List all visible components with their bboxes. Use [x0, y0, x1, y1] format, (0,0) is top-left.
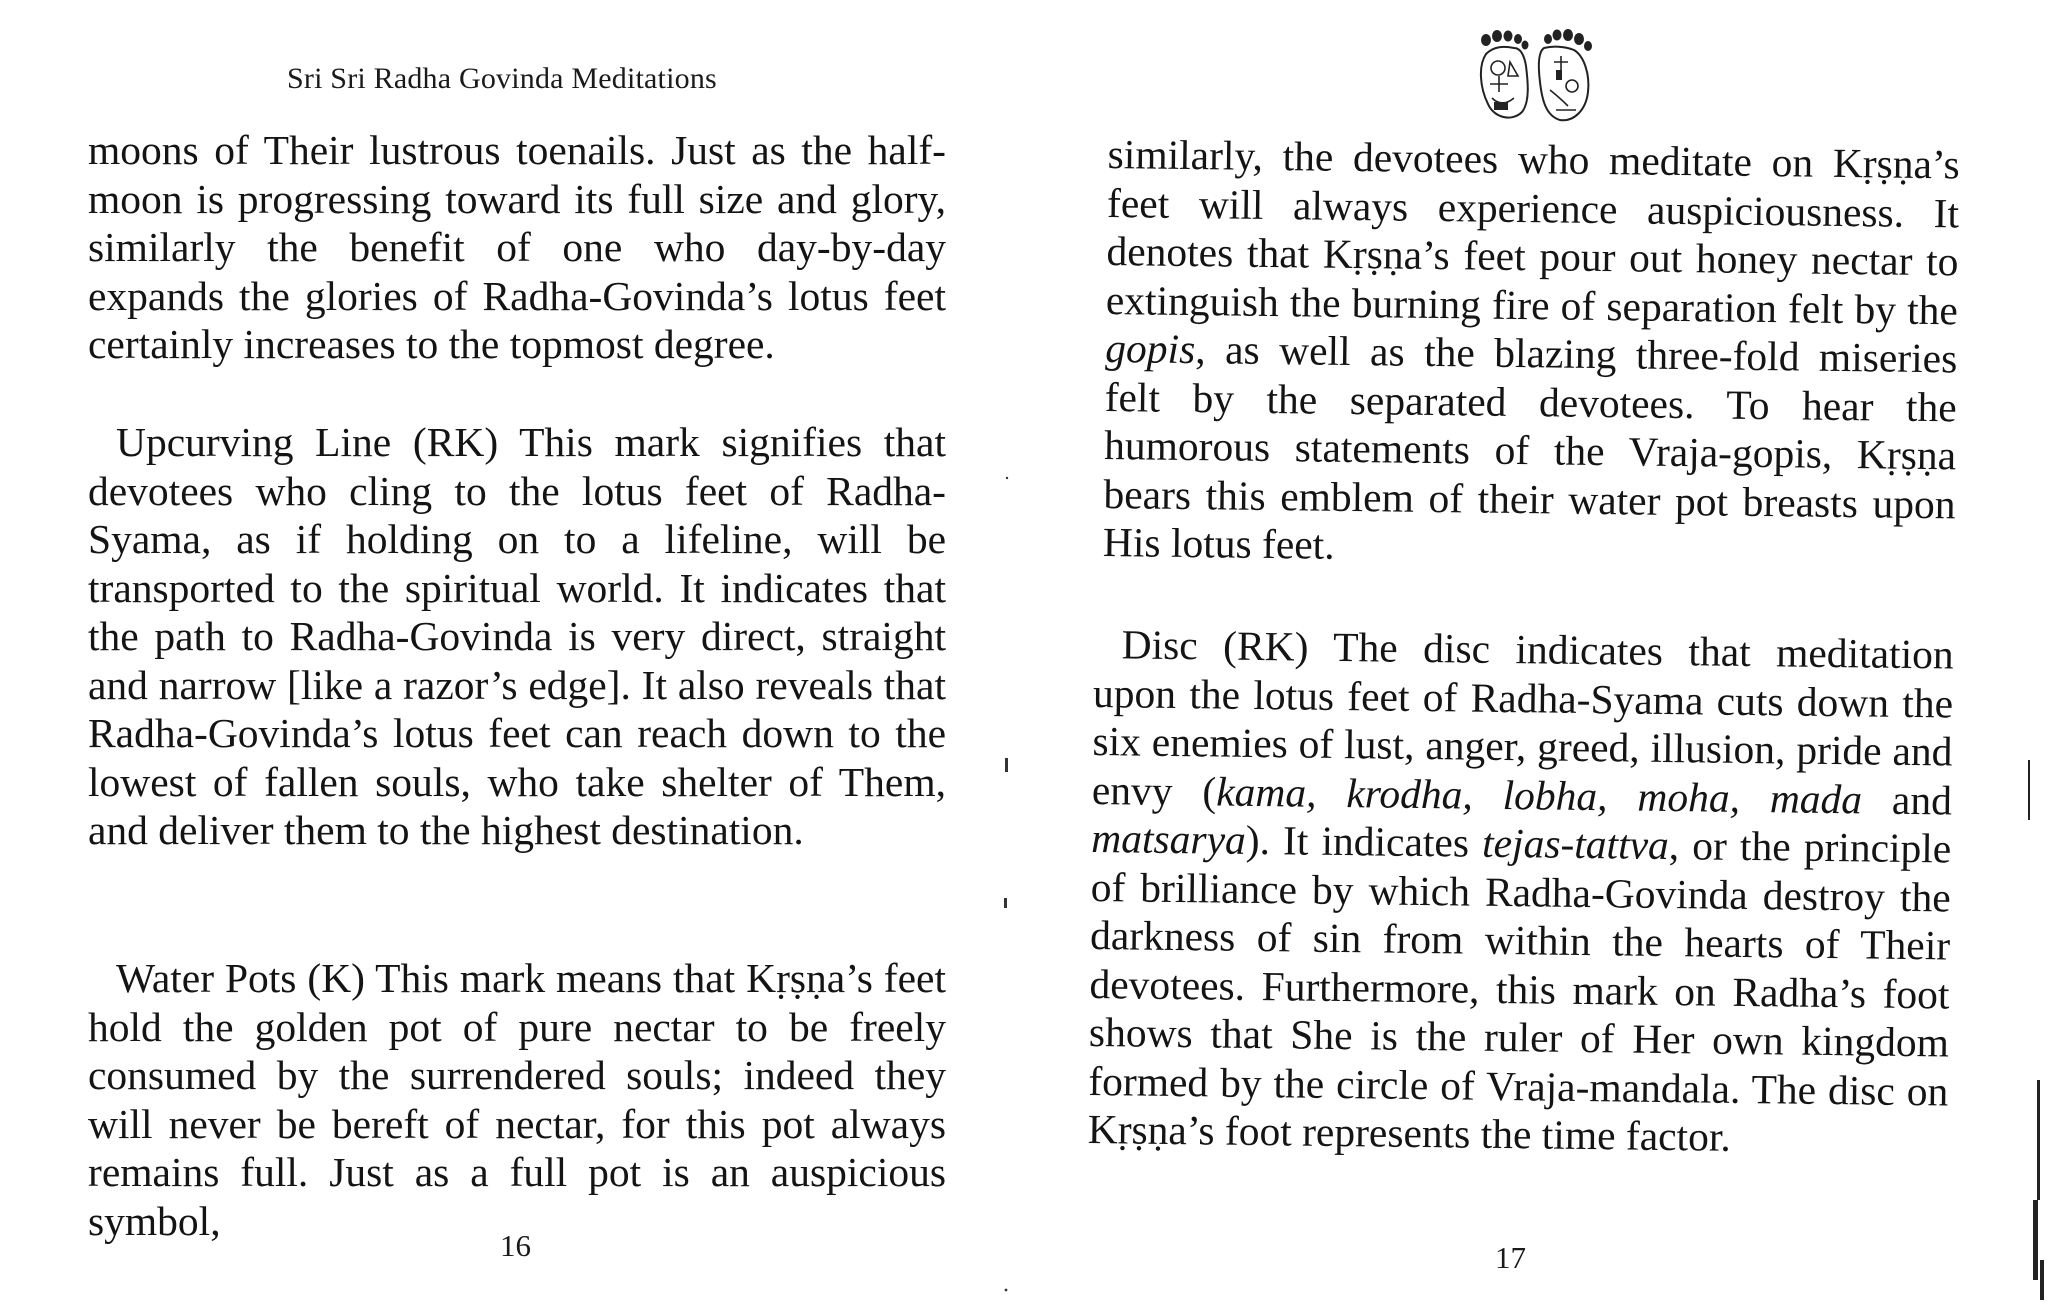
- running-head: Sri Sri Radha Govinda Meditations: [287, 62, 717, 95]
- right-paragraph-2-italic-matsarya: matsarya: [1091, 814, 1247, 863]
- right-paragraph-2: [1087, 620, 1953, 1164]
- right-paragraph-2-part-4: , or the principle of brilliance by which Radha-Govinda destroy the darkness of sin from within the hearts of Their devotees. Furthermore, this mark on Radha’s foot shows that She is the ruler of Her own kingdom formed by the circle of Vraja-mandala. The disc on Kṛṣṇa’s foot represents the time factor.: [1087, 822, 1952, 1160]
- left-paragraph-1: moons of Their lustrous toenails. Just as the half-moon is progressing toward its full size and glory, similarly the benefit of one who day-by-day expands the glories of Radha-Govinda’s lotus feet certainly increases to the topmost degree.: [88, 127, 946, 367]
- right-paragraph-2-part-3: ). It indicates: [1245, 816, 1483, 866]
- right-paragraph-2-italic-tejas-tattva: tejas-tattva: [1481, 819, 1670, 869]
- right-paragraph-1-part-1: similarly, the devotees who meditate on Kṛṣṇa’s feet will always experience auspiciousness. It denotes that Kṛṣṇa’s feet pour out honey nectar to extinguish the burning fire of separation felt by the: [1105, 130, 1960, 333]
- right-paragraph-1: [1103, 130, 1960, 577]
- page-number-17: 17: [1495, 1240, 1526, 1275]
- left-paragraph-3: Water Pots (K) This mark means that Kṛṣṇa’s feet hold the golden pot of pure nectar to be freely consumed by the surrendered souls; indeed they will never be bereft of nectar, for this pot always remains full. Just as a full pot is an auspicious symbol,: [88, 955, 946, 1244]
- left-paragraph-2: Upcurving Line (RK) This mark signifies that devotees who cling to the lotus feet of Radha-Syama, as if holding on to a lifeline, will be transported to the spiritual world. It indicates that the path to Radha-Govinda is very direct, straight and narrow [like a razor’s edge]. It also reveals that Radha-Govinda’s lotus feet can reach down to the lowest of fallen souls, who take shelter of Them, and deliver them to the highest destination.: [88, 419, 946, 853]
- right-paragraph-2-part-2: and: [1861, 775, 1953, 823]
- right-paragraph-1-italic-gopis: gopis: [1105, 324, 1196, 373]
- left-page: [0, 0, 1010, 1309]
- right-paragraph-1-part-2: , as well as the blazing three-fold miseries felt by the separated devotees. To hear the humorous statements of the Vraja-gopis, Kṛṣṇa bears this emblem of their water pot breasts upon His lotus feet.: [1102, 326, 1958, 568]
- right-paragraph-2-part-1: Disc (RK) The disc indicates that meditation upon the lotus feet of Radha-Syama cuts down the six enemies of lust, anger, greed, illusion, pride and envy (: [1091, 621, 1954, 815]
- page-number-16: 16: [500, 1228, 531, 1263]
- lotus-feet-emblem-icon: [1464, 26, 1604, 126]
- right-paragraph-2-italic-enemies: kama, krodha, lobha, moha, mada: [1215, 768, 1863, 822]
